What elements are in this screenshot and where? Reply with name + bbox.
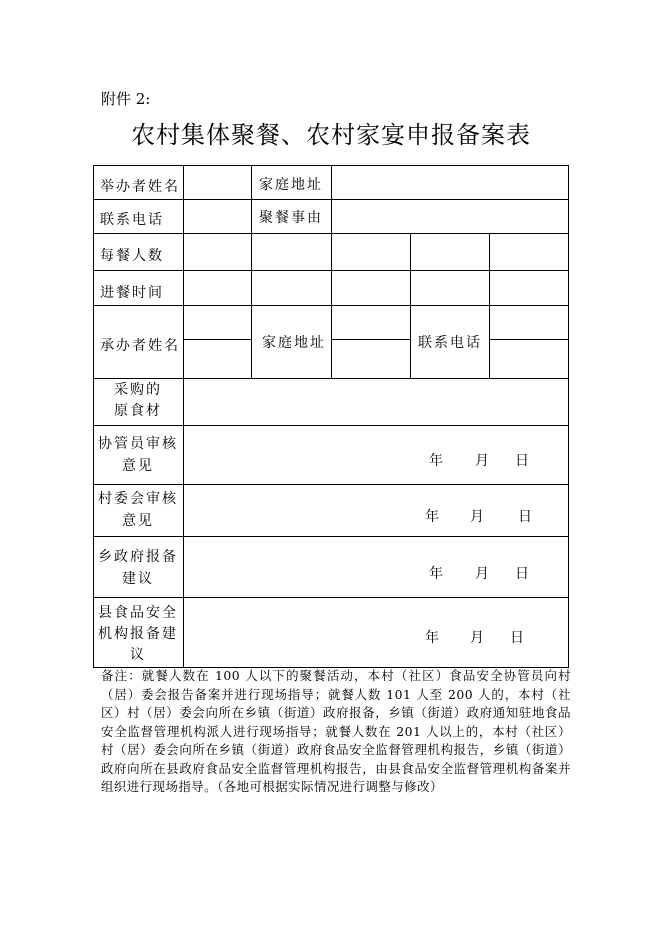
village-date-day: 日	[518, 509, 534, 525]
county-filing-label-line: 县食品安全	[98, 605, 178, 621]
row-divider	[93, 536, 569, 537]
organizer-name-label: 举办者姓名	[100, 179, 180, 195]
village-review-label	[93, 488, 183, 532]
row-divider	[93, 484, 569, 485]
ingredients-label	[93, 380, 183, 422]
coordinator-review-label-line: 协管员审核	[98, 436, 178, 452]
township-filing-label-line: 乡政府报备	[98, 549, 178, 565]
coordinator-review-label	[93, 433, 183, 477]
subrow-divider	[331, 339, 410, 340]
row-divider	[93, 597, 569, 598]
column-divider	[489, 233, 490, 378]
contractor-name-label: 承办者姓名	[100, 338, 180, 354]
row-divider	[93, 425, 569, 426]
township-filing-label	[93, 546, 183, 590]
county-date-day: 日	[510, 630, 526, 646]
township-date-day: 日	[515, 566, 531, 582]
page-title: 农村集体聚餐、农村家宴申报备案表	[131, 121, 531, 149]
coordinator-date-month: 月	[475, 453, 491, 469]
contractor-address-label: 家庭地址	[262, 335, 326, 351]
county-date-month: 月	[470, 630, 486, 646]
subrow-divider	[183, 339, 251, 340]
coordinator-date-year: 年	[429, 453, 445, 469]
column-divider	[331, 233, 332, 378]
column-divider	[183, 165, 184, 668]
attachment-label: 附件 2:	[101, 90, 151, 108]
ingredients-label-line: 采购的	[114, 382, 162, 398]
village-date-year: 年	[425, 509, 441, 525]
column-divider	[331, 165, 332, 233]
people-per-meal-label: 每餐人数	[100, 248, 164, 264]
home-address-label: 家庭地址	[259, 177, 323, 193]
column-divider	[410, 233, 411, 378]
contact-phone-label: 联系电话	[100, 212, 164, 228]
village-review-label-line: 意见	[122, 513, 154, 529]
village-date-month: 月	[470, 509, 486, 525]
contractor-phone-label: 联系电话	[418, 335, 482, 351]
county-filing-label	[93, 603, 183, 666]
township-filing-label-line: 建议	[122, 571, 154, 587]
subrow-divider	[489, 339, 569, 340]
remarks-note: 备注：就餐人数在 100 人以下的聚餐活动，本村（社区）食品安全协管员向村（居）委会报告备案并进行现场指导；就餐人数 101 人至 200 人的，本村（社区）村（居）委会向所在乡镇（街道）政府报备，乡镇（街道）政府通知驻地食品安全监督管理机构派人进行现场指导；就餐人数在 201 人以上的，本村（社区）村（居）委会向所在乡镇（街道）政府食品安全监督管理机构报告，乡镇（街道）政府向所在县政府食品安全监督管理机构报告，由县食品安全监督管理机构备案并组织进行现场指导。（各地可根据实际情况进行调整与修改）	[101, 668, 571, 794]
column-divider	[251, 165, 252, 233]
county-date-year: 年	[425, 630, 441, 646]
ingredients-label-line: 原食材	[114, 403, 162, 419]
township-date-year: 年	[429, 566, 445, 582]
coordinator-review-label-line: 意见	[122, 458, 154, 474]
village-review-label-line: 村委会审核	[98, 491, 178, 507]
county-filing-label-line: 机构报备建	[98, 626, 178, 642]
column-divider	[251, 233, 252, 378]
meal-time-label: 进餐时间	[100, 285, 164, 301]
table-border-right	[568, 165, 569, 668]
row-divider	[93, 378, 569, 379]
county-filing-label-line: 议	[130, 647, 146, 663]
coordinator-date-day: 日	[515, 453, 531, 469]
township-date-month: 月	[475, 566, 491, 582]
event-reason-label: 聚餐事由	[259, 210, 323, 226]
